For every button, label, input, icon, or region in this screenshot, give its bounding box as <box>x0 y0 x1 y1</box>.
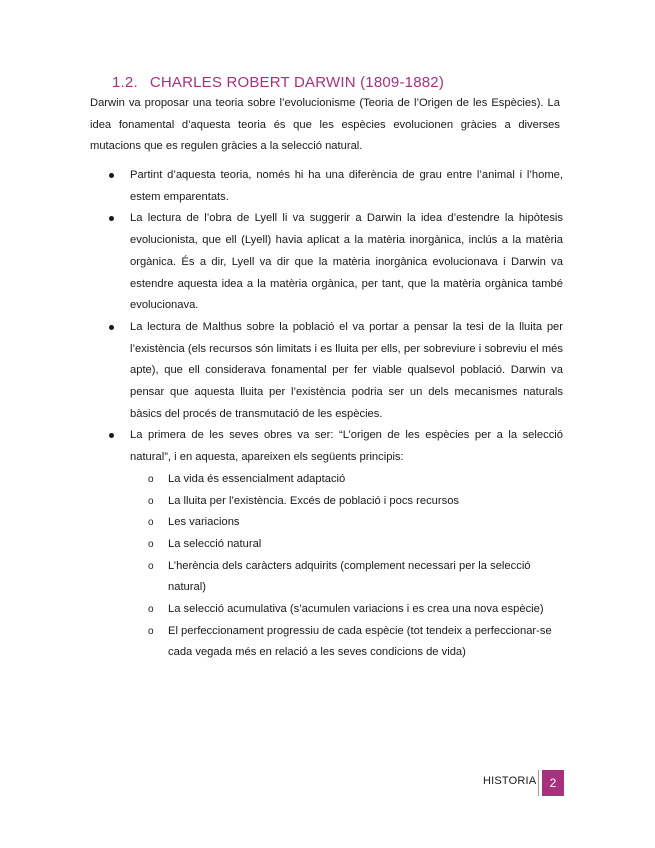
intro-paragraph: Darwin va proposar una teoria sobre l’evolucionisme (Teoria de l’Origen de les Espècies). La idea fonamental d’aquesta teoria és que les espècies evolucionen gràcies a diverses mutacions que es regulen gràcies a la selecció natural. <box>90 97 560 153</box>
principle-text: La vida és essencialment adaptació <box>168 472 346 485</box>
principle-item <box>130 469 563 491</box>
bullet-list <box>90 165 563 664</box>
principle-item <box>130 621 563 664</box>
circle-bullet-icon: o <box>148 538 154 550</box>
circle-bullet-icon: o <box>148 517 154 529</box>
principle-item <box>130 491 563 513</box>
principle-text: Les variacions <box>168 516 240 529</box>
principles-list <box>130 469 563 664</box>
bullet-item <box>90 317 563 426</box>
principle-item <box>130 599 563 621</box>
footer-divider <box>538 770 539 796</box>
bullet-text: La lectura de Malthus sobre la població el va portar a pensar la tesi de la lluita per l’existència (els recursos són limitats i es lluita per ells, per sobreviure i sobreviu el més apte), que ell considerava fonamental per fer viable qualsevol població. Darwin va pensar que aquesta lluita per l’existència podria ser un dels mecanismes naturals bàsics del procés de transmutació de les espècies. <box>130 320 563 420</box>
bullet-item <box>90 208 563 317</box>
principle-item <box>130 556 563 599</box>
page-number-badge: 2 <box>542 770 564 796</box>
circle-bullet-icon: o <box>148 625 154 637</box>
bullet-text: La primera de les seves obres va ser: “L’origen de les espècies per a la selecció natural”, i en aquesta, apareixen els següents principis: <box>130 429 563 464</box>
bullet-item <box>90 165 563 208</box>
bullet-dot-icon <box>109 216 114 221</box>
circle-bullet-icon: o <box>148 495 154 507</box>
principle-text: La selecció natural <box>168 537 262 550</box>
principle-text: L’herència dels caràcters adquirits (complement necessari per la selecció natural) <box>168 559 531 594</box>
footer-label: HISTORIA <box>483 775 537 787</box>
circle-bullet-icon: o <box>148 473 154 485</box>
section-heading <box>112 74 444 91</box>
bullet-item <box>90 425 563 664</box>
principle-text: La lluita per l’existència. Excés de població i pocs recursos <box>168 494 460 507</box>
circle-bullet-icon: o <box>148 560 154 572</box>
principle-item <box>130 512 563 534</box>
bullet-dot-icon <box>109 433 114 438</box>
principle-item <box>130 534 563 556</box>
bullet-dot-icon <box>109 325 114 330</box>
bullet-text: Partint d’aquesta teoria, només hi ha una diferència de grau entre l’animal i l’home, estem emparentats. <box>130 169 563 203</box>
principle-text: El perfeccionament progressiu de cada espècie (tot tendeix a perfeccionar-se cada vegada més en relació a les seves condicions de vida) <box>168 624 552 659</box>
section-title: CHARLES ROBERT DARWIN (1809-1882) <box>149 74 445 91</box>
circle-bullet-icon: o <box>148 604 154 616</box>
bullet-dot-icon <box>109 173 114 178</box>
section-number: 1.2. <box>112 74 138 91</box>
principle-text: La selecció acumulativa (s’acumulen variacions i es crea una nova espècie) <box>168 603 544 616</box>
bullet-text: La lectura de l’obra de Lyell li va suggerir a Darwin la idea d’estendre la hipòtesis evolucionista, que ell (Lyell) havia aplicat a la matèria inorgànica, inclús a la matèria orgànica. És a dir, Lyell va dir que la matèria inorgànica evolucionava i Darwin va estendre aquesta idea a la matèria orgànica, per tant, que la matèria orgànica també evolucionava. <box>130 212 563 312</box>
